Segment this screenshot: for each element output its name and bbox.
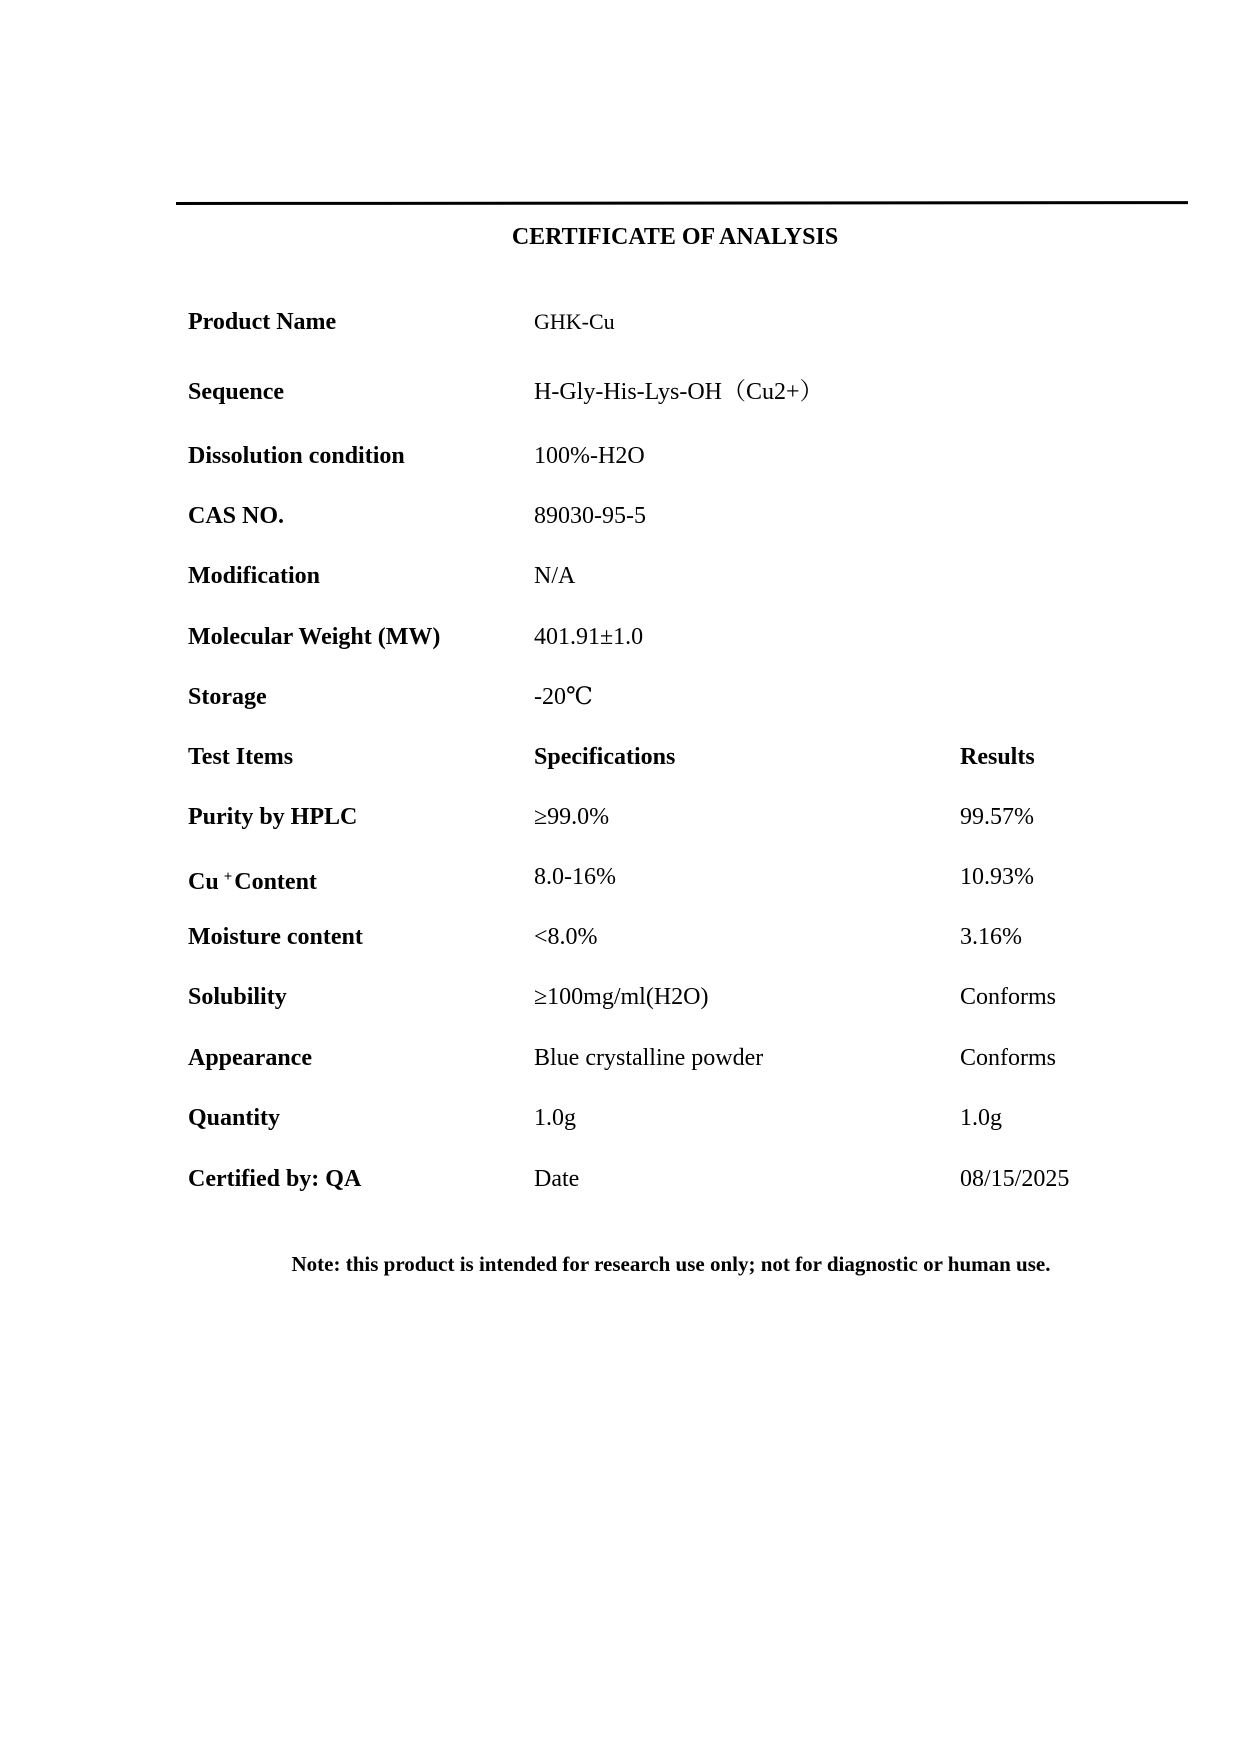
info-value: 89030-95-5 [534,503,646,529]
info-row-modification [0,561,1241,591]
header-specifications: Specifications [534,744,676,770]
test-item: Appearance [188,1045,312,1071]
test-item-superscript: + [223,869,233,885]
header-test-items: Test Items [188,744,294,770]
test-spec: Blue crystalline powder [534,1045,764,1071]
test-result: Conforms [960,1045,1056,1071]
test-row-appearance [0,1043,1241,1073]
info-row-dissolution [0,441,1241,471]
header-rule [176,201,1188,205]
test-spec: 1.0g [534,1105,576,1131]
test-result: Conforms [960,984,1056,1010]
info-row-cas [0,501,1241,531]
info-label: Sequence [188,379,284,405]
header-results: Results [960,744,1035,770]
info-value: 401.91±1.0 [534,624,644,650]
test-row-quantity [0,1103,1241,1133]
info-row-molecular-weight [0,622,1241,652]
test-item: Moisture content [188,924,363,950]
test-item: Purity by HPLC [188,804,358,830]
test-item: Quantity [188,1105,281,1131]
test-spec: ≥99.0% [534,804,610,830]
test-item-prefix: Cu [188,869,219,895]
info-value: N/A [534,563,576,589]
info-value: GHK-Cu [534,309,615,334]
test-spec: ≥100mg/ml(H2O) [534,984,709,1010]
test-result: 3.16% [960,924,1022,950]
info-value: -20℃ [534,684,593,710]
test-item: Solubility [188,984,287,1010]
test-result: 1.0g [960,1105,1002,1131]
date-label: Date [534,1166,580,1192]
test-item-suffix: Content [234,869,317,895]
test-spec: <8.0% [534,924,598,950]
document-title: CERTIFICATE OF ANALYSIS [511,224,839,250]
tests-header-row [0,742,1241,772]
info-label: Modification [188,563,320,589]
info-row-storage [0,682,1241,712]
info-row-product-name [0,307,1241,337]
test-row-moisture [0,922,1241,952]
test-item [188,862,317,897]
test-result: 99.57% [960,804,1034,830]
info-row-sequence [0,377,1241,407]
info-label: CAS NO. [188,503,285,529]
certified-date: 08/15/2025 [960,1166,1070,1192]
info-value: 100%-H2O [534,443,645,469]
info-label: Product Name [188,309,337,335]
test-row-purity [0,802,1241,832]
info-label: Storage [188,684,267,710]
test-row-cu-content [0,862,1241,895]
certified-row [0,1164,1241,1194]
info-label: Molecular Weight (MW) [188,624,441,650]
info-value: H-Gly-His-Lys-OH（Cu2+） [534,379,824,405]
research-use-note: Note: this product is intended for research use only; not for diagnostic or human use. [291,1252,1051,1276]
certified-by: Certified by: QA [188,1166,362,1192]
info-label: Dissolution condition [188,443,405,469]
test-row-solubility [0,982,1241,1012]
test-result: 10.93% [960,864,1034,890]
test-spec: 8.0-16% [534,864,616,890]
